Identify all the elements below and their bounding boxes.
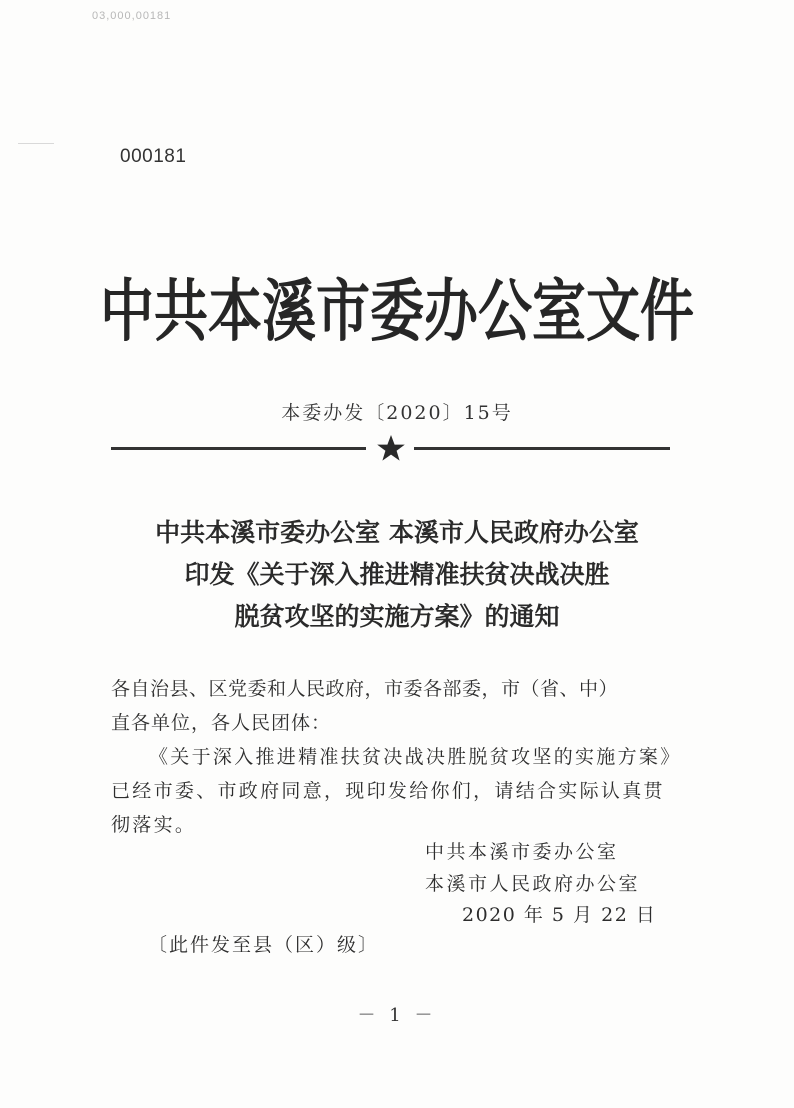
- header-title: 中共本溪市委办公室文件: [100, 271, 694, 351]
- document-number: 000181: [120, 146, 187, 167]
- signature-party-office: 中共本溪市委办公室: [425, 841, 619, 863]
- salutation-line-1: 各自治县、区党委和人民政府，市委各部委，市（省、中）: [111, 678, 619, 700]
- signature-government-office: 本溪市人民政府办公室: [425, 873, 641, 895]
- notice-title-line-3: 脱贫攻坚的实施方案》的通知: [234, 602, 560, 631]
- document-code: 本委办发〔2020〕15号: [281, 402, 513, 424]
- page-number: － 1 －: [357, 1005, 437, 1026]
- body-paragraph: 《关于深入推进精准扶贫决战决胜脱贫攻坚的实施方案》已经市委、市政府同意，现印发给你们，请结合实际认真贯彻落实。: [111, 746, 673, 836]
- divider-left: [111, 447, 366, 450]
- divider-right: [414, 447, 670, 450]
- body-text: [111, 672, 681, 842]
- star-icon: [376, 434, 406, 462]
- salutation-line-2: 直各单位，各人民团体：: [111, 712, 332, 734]
- notice-title-line-1: 中共本溪市委办公室 本溪市人民政府办公室: [155, 518, 639, 547]
- notice-title-line-2: 印发《关于深入推进精准扶贫决战决胜: [184, 560, 610, 589]
- issue-date: 2020 年 5 月 22 日: [462, 904, 657, 926]
- signatures: [425, 836, 640, 900]
- scan-mark: [18, 143, 54, 144]
- notice-title: [0, 512, 794, 638]
- scan-code: 03,000,00181: [92, 10, 172, 22]
- distribution-note: 〔此件发至县（区）级〕: [148, 934, 380, 956]
